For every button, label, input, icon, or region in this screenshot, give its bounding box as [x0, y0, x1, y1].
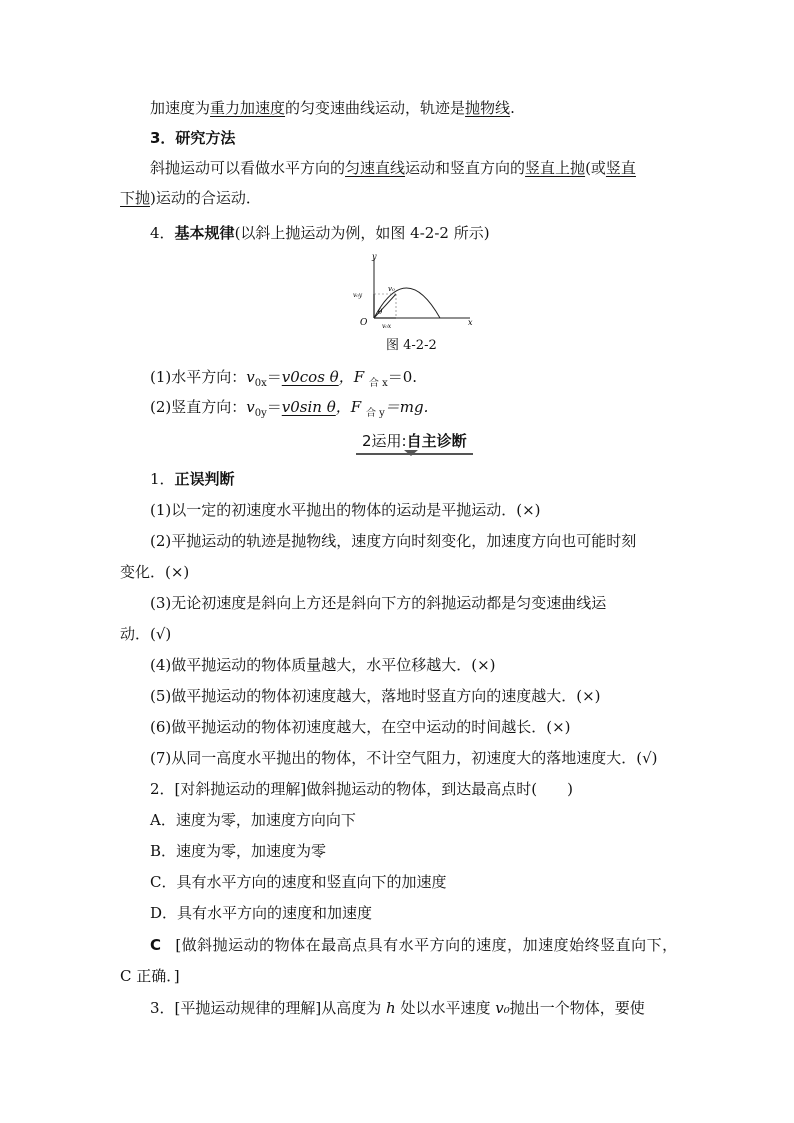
answer-blank: 下抛	[120, 189, 151, 207]
law-vertical: (2)竖直方向：$v_{0y}=v0\sin$ θ，F $_{合 y}$＝mg.	[150, 398, 429, 419]
label-y: y	[372, 252, 377, 261]
answer-blank: 抛物线	[465, 99, 511, 117]
law-horizontal: (1)水平方向：$v_{0x}=v0\cos$ θ，F $_{合 x}$＝0.	[150, 368, 418, 389]
text: 的匀变速曲线运动，轨迹是	[285, 99, 466, 117]
answer-explanation: C [做斜抛运动的物体在最高点具有水平方向的速度，加速度始终竖直向下，	[150, 936, 678, 954]
option-a: A．速度为零，加速度方向向下	[150, 811, 356, 829]
question-stem: 2．[对斜抛运动的理解]做斜抛运动的物体，到达最高点时( )	[150, 780, 573, 798]
section-header	[356, 428, 473, 454]
subheading-basic-laws: 4．基本规律(以斜上抛运动为例，如图 4-2-2 所示)	[150, 224, 490, 242]
judge-item: (5)做平抛运动的物体初速度越大，落地时竖直方向的速度越大．(×)	[150, 687, 601, 705]
answer-letter: C	[150, 936, 162, 954]
judge-item: (7)从同一高度水平抛出的物体，不计空气阻力，初速度大的落地速度大．(√)	[150, 749, 658, 767]
paragraph-line: 斜抛运动可以看做水平方向的匀速直线运动和竖直方向的竖直上抛(或竖直	[150, 159, 636, 177]
answer-blank: 竖直上抛	[525, 159, 586, 177]
subheading-research-method: 3．研究方法	[150, 129, 236, 147]
judge-item: (4)做平抛运动的物体质量越大，水平位移越大．(×)	[150, 656, 496, 674]
label-x: x	[468, 318, 473, 327]
judge-item: (3)无论初速度是斜向上方还是斜向下方的斜抛运动都是匀变速曲线运	[150, 594, 607, 612]
answer-blank: 匀速直线	[345, 159, 406, 177]
answer-blank: 重力加速度	[210, 99, 286, 117]
subheading-true-false: 1．正误判断	[150, 470, 235, 488]
judge-item: (6)做平抛运动的物体初速度越大，在空中运动的时间越长．(×)	[150, 718, 571, 736]
chevron-down-icon	[404, 450, 418, 456]
option-b: B．速度为零，加速度为零	[150, 842, 327, 860]
paragraph-line	[150, 97, 515, 119]
judge-item: (1)以一定的初速度水平抛出的物体的运动是平抛运动．(×)	[150, 501, 541, 519]
label-v0x: v₀x	[382, 323, 392, 330]
option-c: C．具有水平方向的速度和竖直向下的加速度	[150, 873, 447, 891]
trajectory-curve	[374, 288, 440, 318]
paragraph-line: 下抛)运动的合运动．	[120, 189, 261, 207]
label-origin: O	[360, 318, 368, 328]
answer-blank: v0cos θ	[281, 368, 339, 386]
section-title: 自主诊断	[406, 432, 467, 450]
text: .	[510, 99, 515, 117]
answer-blank: 竖直	[605, 159, 636, 177]
figure-caption: 图 4-2-2	[386, 338, 437, 353]
section-number: 2运用:	[362, 432, 407, 450]
label-theta: θ	[378, 308, 383, 316]
text: 加速度为	[150, 99, 211, 117]
option-d: D．具有水平方向的速度和加速度	[150, 904, 373, 922]
label-v0: v₀	[388, 285, 395, 293]
projectile-diagram	[350, 252, 480, 330]
question-stem: 3．[平抛运动规律的理解]从高度为 h 处以水平速度 v₀抛出一个物体，要使	[150, 999, 645, 1017]
judge-item-cont: 变化．(×)	[120, 563, 190, 581]
label-v0y: v₀y	[353, 292, 363, 299]
answer-explanation-cont: C 正确．]	[120, 967, 180, 985]
judge-item: (2)平抛运动的轨迹是抛物线，速度方向时刻变化，加速度方向也可能时刻	[150, 532, 637, 550]
answer-blank: v0sin θ	[281, 398, 336, 416]
judge-item-cont: 动．(√)	[120, 625, 172, 643]
